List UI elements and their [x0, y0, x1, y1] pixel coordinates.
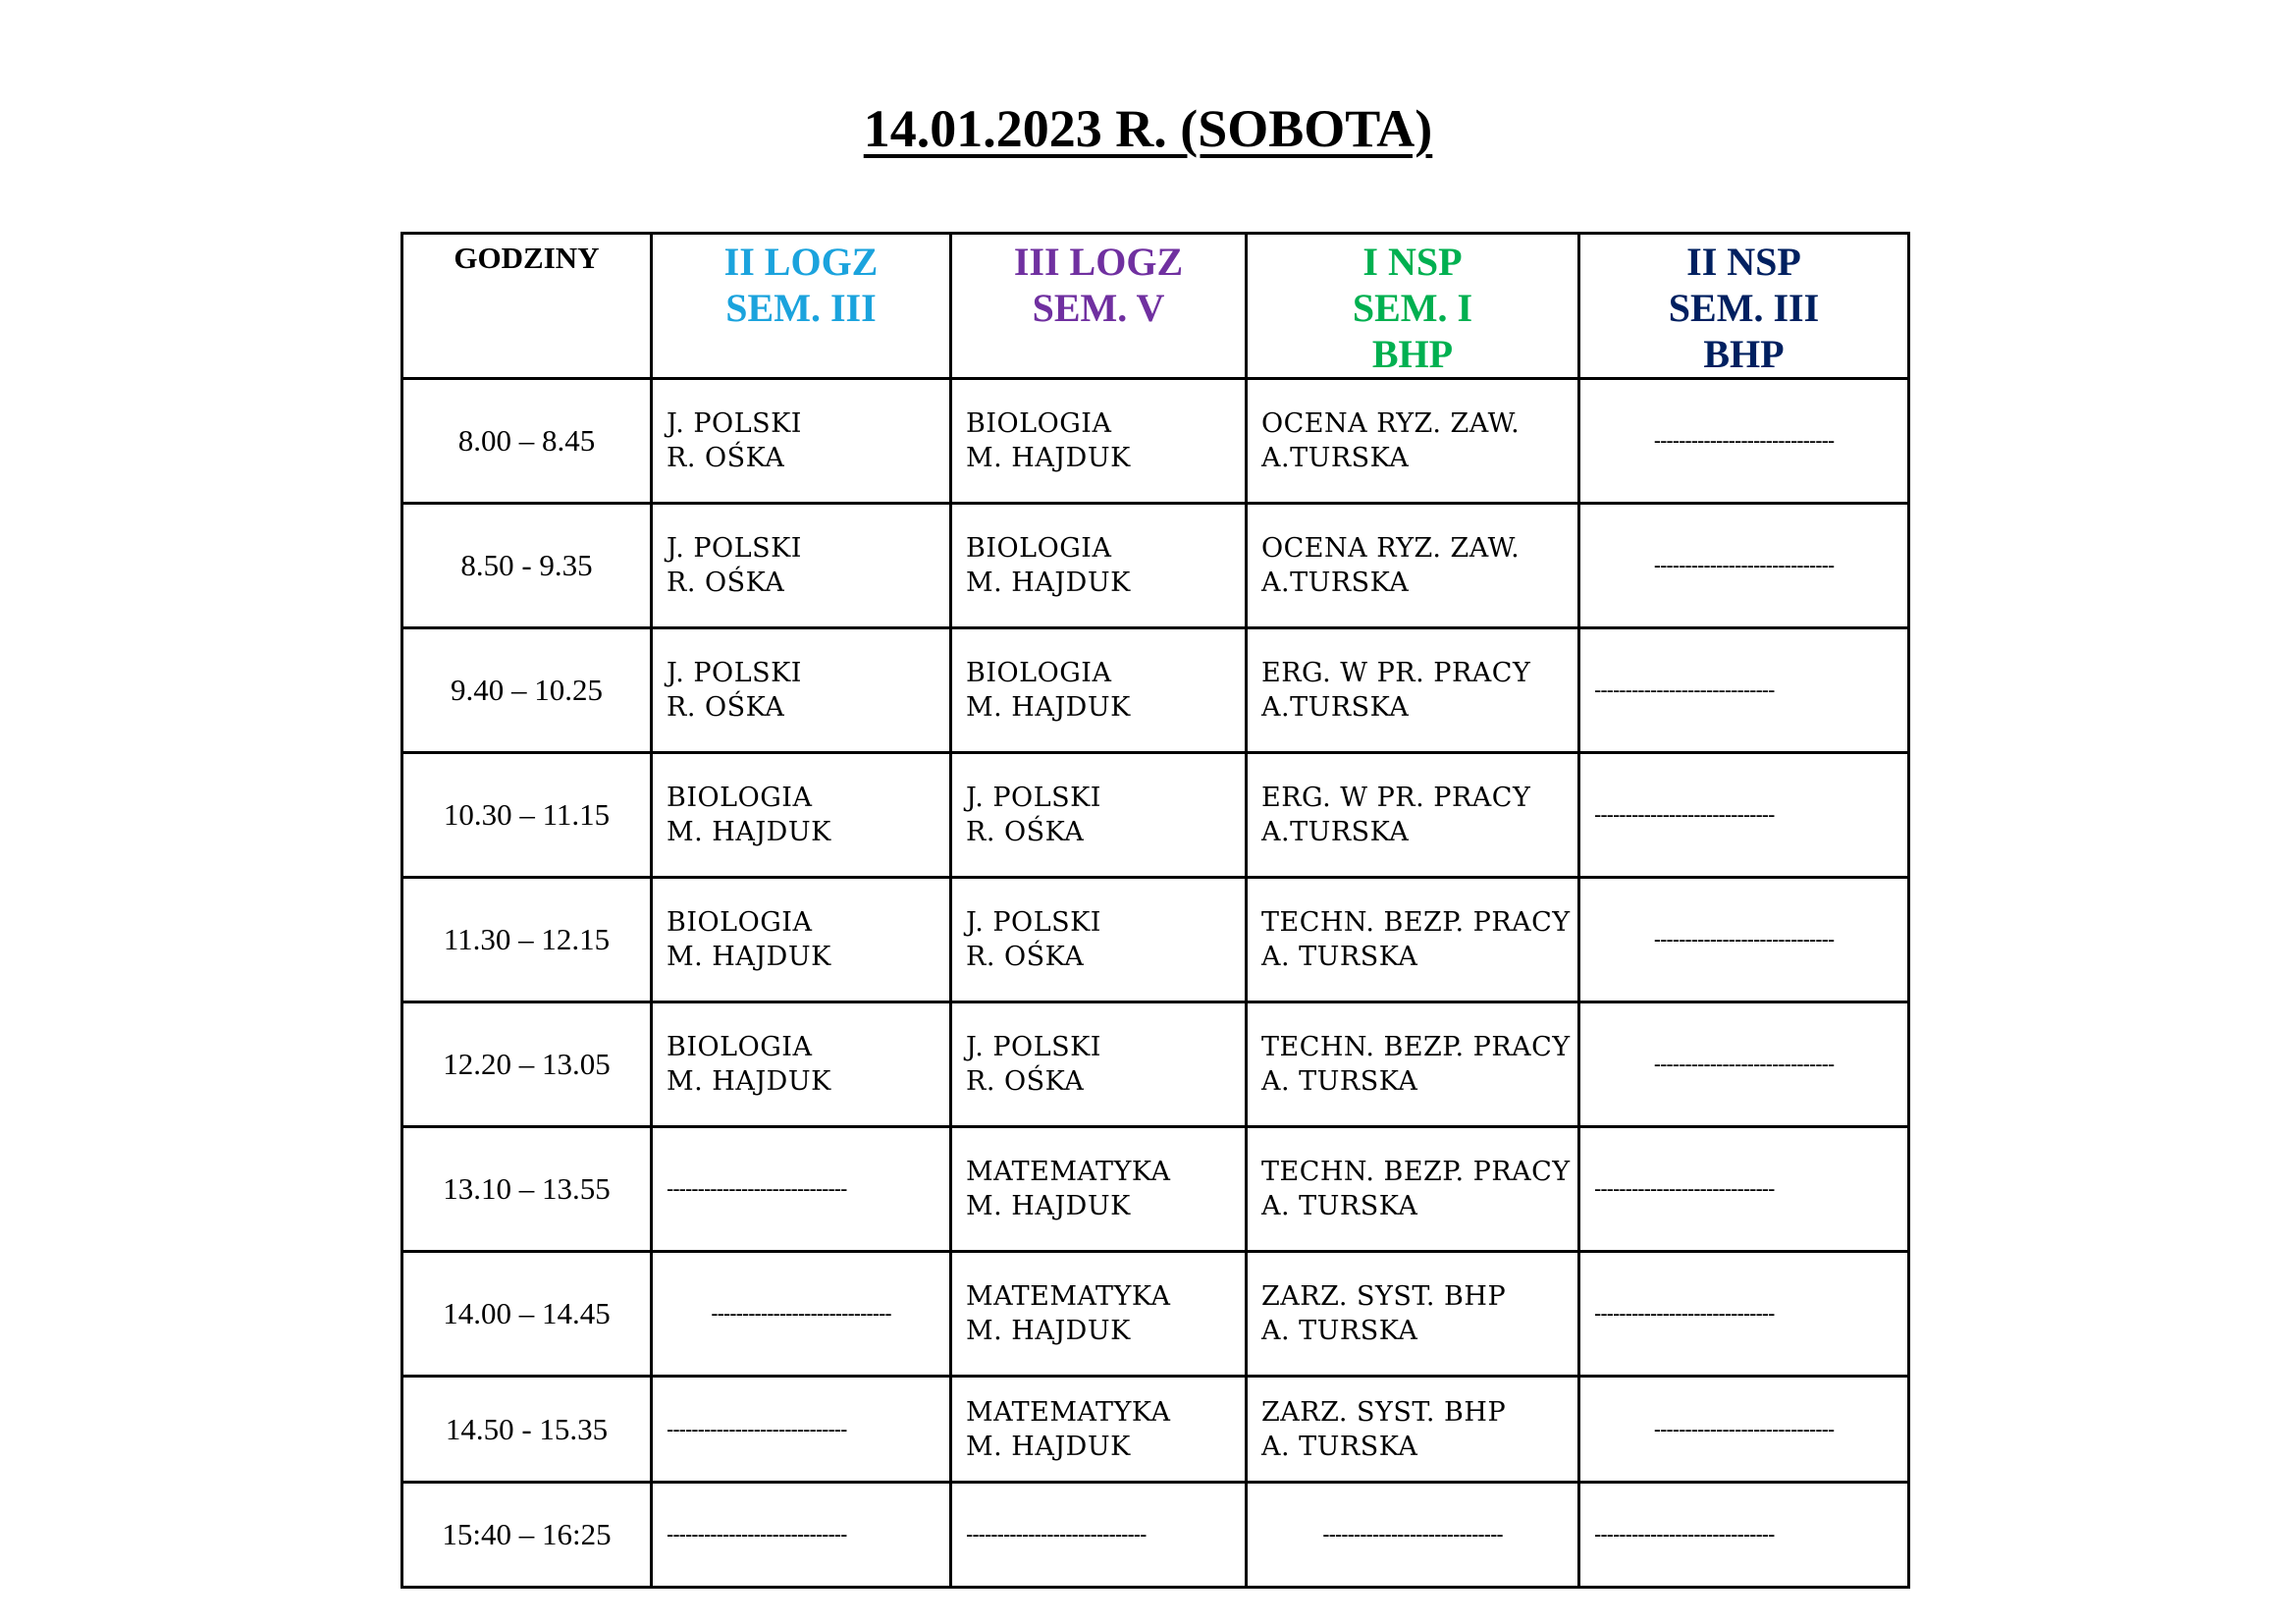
lesson-teacher: A.TURSKA	[1261, 568, 1410, 598]
lesson	[952, 656, 1245, 725]
empty-cell	[1579, 379, 1909, 504]
table-row	[402, 1252, 1909, 1377]
lesson-subject: OCENA RYZ. ZAW.	[1261, 533, 1521, 564]
empty-cell	[652, 1252, 951, 1377]
lesson	[1248, 531, 1577, 600]
lesson	[1248, 1155, 1577, 1223]
empty-marker: -----------------------------	[667, 1176, 847, 1201]
time-cell: 14.50 - 15.35	[402, 1377, 652, 1483]
time-cell: 14.00 – 14.45	[402, 1252, 652, 1377]
lesson-subject: ZARZ. SYST. BHP	[1261, 1281, 1507, 1312]
lesson-cell	[1247, 504, 1579, 628]
empty-cell	[1247, 1483, 1579, 1588]
lesson-teacher: A. TURSKA	[1261, 1431, 1418, 1462]
lesson-subject: TECHN. BEZP. PRACY	[1261, 907, 1571, 938]
lesson-cell	[1247, 878, 1579, 1002]
group-header-cell	[951, 234, 1247, 379]
time-cell: 13.10 – 13.55	[402, 1127, 652, 1252]
time-cell: 9.40 – 10.25	[402, 628, 652, 753]
table-row	[402, 753, 1909, 878]
lesson-cell	[951, 1002, 1247, 1127]
empty-cell	[1579, 504, 1909, 628]
lesson-cell	[951, 1377, 1247, 1483]
lesson-teacher: R. OŚKA	[667, 443, 785, 473]
empty-marker: -----------------------------	[1594, 677, 1775, 702]
table-row	[402, 1483, 1909, 1588]
empty-cell	[1579, 1483, 1909, 1588]
group-header	[952, 235, 1245, 331]
lesson	[1248, 1279, 1577, 1348]
table-row	[402, 878, 1909, 1002]
lesson	[653, 656, 949, 725]
group-header-line: BHP	[1703, 332, 1785, 376]
lesson-teacher: M. HAJDUK	[966, 443, 1131, 473]
lesson	[1248, 905, 1577, 974]
lesson-cell	[951, 878, 1247, 1002]
group-header-line: III LOGZ	[1013, 240, 1184, 284]
empty-marker: -----------------------------	[667, 1416, 847, 1441]
lesson-teacher: M. HAJDUK	[667, 817, 831, 847]
lesson-subject: BIOLOGIA	[966, 533, 1112, 564]
lesson	[1248, 1030, 1577, 1099]
lesson	[952, 1395, 1245, 1464]
group-header-line: BHP	[1371, 332, 1454, 376]
table-row	[402, 504, 1909, 628]
lesson-subject: TECHN. BEZP. PRACY	[1261, 1157, 1571, 1187]
empty-marker: -----------------------------	[1653, 428, 1835, 453]
empty-marker: -----------------------------	[1322, 1522, 1503, 1546]
lesson	[653, 781, 949, 849]
group-header-line: SEM. I	[1352, 286, 1473, 330]
time-cell: 15:40 – 16:25	[402, 1483, 652, 1588]
lesson-cell	[652, 1002, 951, 1127]
empty-marker: -----------------------------	[1594, 802, 1775, 827]
lesson-teacher: A. TURSKA	[1261, 942, 1418, 972]
table-row	[402, 1002, 1909, 1127]
lesson-subject: ERG. W PR. PRACY	[1261, 658, 1531, 688]
lesson	[952, 406, 1245, 475]
empty-cell	[652, 1127, 951, 1252]
lesson-cell	[1247, 1252, 1579, 1377]
lesson-subject: BIOLOGIA	[966, 408, 1112, 439]
lesson-subject: J. POLSKI	[966, 783, 1101, 813]
time-cell: 8.00 – 8.45	[402, 379, 652, 504]
lesson	[952, 1030, 1245, 1099]
lesson-teacher: A.TURSKA	[1261, 817, 1410, 847]
hours-header: GODZINY	[454, 241, 600, 275]
group-header-line: I NSP	[1362, 240, 1463, 284]
group-header	[1248, 235, 1577, 377]
lesson-cell	[1247, 1002, 1579, 1127]
lesson-cell	[1247, 753, 1579, 878]
lesson	[952, 1155, 1245, 1223]
lesson-cell	[951, 504, 1247, 628]
lesson-teacher: A. TURSKA	[1261, 1066, 1418, 1097]
empty-cell	[1579, 1127, 1909, 1252]
lesson	[653, 1030, 949, 1099]
lesson-teacher: M. HAJDUK	[966, 692, 1131, 723]
empty-cell	[1579, 628, 1909, 753]
lesson-cell	[652, 504, 951, 628]
lesson-teacher: R. OŚKA	[966, 817, 1085, 847]
lesson	[653, 406, 949, 475]
table-row	[402, 379, 1909, 504]
empty-cell	[652, 1483, 951, 1588]
lesson-cell	[951, 628, 1247, 753]
empty-marker: -----------------------------	[1594, 1522, 1775, 1546]
empty-marker: -----------------------------	[1653, 1416, 1835, 1441]
lesson	[1248, 406, 1577, 475]
group-header-cell	[1579, 234, 1909, 379]
lesson	[952, 781, 1245, 849]
lesson-subject: MATEMATYKA	[966, 1157, 1171, 1187]
lesson	[1248, 1395, 1577, 1464]
header-row	[402, 234, 1909, 379]
lesson-cell	[951, 753, 1247, 878]
lesson-subject: BIOLOGIA	[667, 907, 813, 938]
lesson-teacher: A.TURSKA	[1261, 443, 1410, 473]
lesson-teacher: R. OŚKA	[966, 942, 1085, 972]
lesson-teacher: A. TURSKA	[1261, 1316, 1418, 1346]
lesson-cell	[1247, 379, 1579, 504]
lesson	[952, 1279, 1245, 1348]
lesson-cell	[1247, 1377, 1579, 1483]
lesson-cell	[652, 628, 951, 753]
group-header	[1580, 235, 1907, 377]
empty-cell	[1579, 1252, 1909, 1377]
lesson-teacher: M. HAJDUK	[667, 942, 831, 972]
lesson-subject: MATEMATYKA	[966, 1281, 1171, 1312]
lesson-subject: BIOLOGIA	[667, 783, 813, 813]
empty-marker: -----------------------------	[1594, 1301, 1775, 1326]
lesson-teacher: M. HAJDUK	[966, 568, 1131, 598]
lesson-subject: J. POLSKI	[667, 408, 802, 439]
time-cell: 11.30 – 12.15	[402, 878, 652, 1002]
group-header-line: II NSP	[1686, 240, 1801, 284]
group-header-cell	[652, 234, 951, 379]
table-row	[402, 1377, 1909, 1483]
group-header-line: SEM. V	[1032, 286, 1165, 330]
lesson	[952, 905, 1245, 974]
lesson-teacher: R. OŚKA	[966, 1066, 1085, 1097]
table-row	[402, 628, 1909, 753]
lesson-subject: J. POLSKI	[667, 658, 802, 688]
lesson-subject: ZARZ. SYST. BHP	[1261, 1396, 1507, 1428]
time-cell: 12.20 – 13.05	[402, 1002, 652, 1127]
group-header-cell	[1247, 234, 1579, 379]
empty-cell	[1579, 753, 1909, 878]
lesson-teacher: A. TURSKA	[1261, 1191, 1418, 1221]
lesson-cell	[951, 1127, 1247, 1252]
empty-cell	[951, 1483, 1247, 1588]
lesson-subject: BIOLOGIA	[966, 658, 1112, 688]
lesson-teacher: R. OŚKA	[667, 692, 785, 723]
lesson-teacher: M. HAJDUK	[966, 1316, 1131, 1346]
lesson-subject: BIOLOGIA	[667, 1032, 813, 1062]
lesson	[1248, 781, 1577, 849]
lesson-subject: J. POLSKI	[966, 1032, 1101, 1062]
empty-marker: -----------------------------	[667, 1522, 847, 1546]
empty-marker: -----------------------------	[1594, 1176, 1775, 1201]
lesson	[653, 531, 949, 600]
empty-cell	[652, 1377, 951, 1483]
schedule-table	[400, 232, 1910, 1589]
empty-cell	[1579, 878, 1909, 1002]
empty-marker: -----------------------------	[711, 1301, 891, 1326]
lesson-subject: TECHN. BEZP. PRACY	[1261, 1032, 1571, 1062]
lesson-cell	[652, 379, 951, 504]
hours-header-cell	[402, 234, 652, 379]
lesson-cell	[1247, 1127, 1579, 1252]
lesson-cell	[951, 1252, 1247, 1377]
empty-marker: -----------------------------	[1653, 553, 1835, 577]
empty-cell	[1579, 1002, 1909, 1127]
time-cell: 8.50 - 9.35	[402, 504, 652, 628]
lesson-teacher: A.TURSKA	[1261, 692, 1410, 723]
lesson-cell	[951, 379, 1247, 504]
lesson-teacher: M. HAJDUK	[667, 1066, 831, 1097]
lesson-subject: MATEMATYKA	[966, 1396, 1171, 1428]
lesson	[653, 905, 949, 974]
lesson	[952, 531, 1245, 600]
lesson-teacher: R. OŚKA	[667, 568, 785, 598]
table-row	[402, 1127, 1909, 1252]
lesson-subject: ERG. W PR. PRACY	[1261, 783, 1531, 813]
lesson	[1248, 656, 1577, 725]
empty-marker: -----------------------------	[1653, 927, 1835, 951]
group-header-line: II LOGZ	[723, 240, 879, 284]
lesson-teacher: M. HAJDUK	[966, 1191, 1131, 1221]
empty-marker: -----------------------------	[966, 1522, 1147, 1546]
empty-cell	[1579, 1377, 1909, 1483]
page-title: 14.01.2023 R. (SOBOTA)	[863, 99, 1433, 158]
lesson-subject: J. POLSKI	[966, 907, 1101, 938]
lesson-cell	[1247, 628, 1579, 753]
lesson-cell	[652, 878, 951, 1002]
lesson-cell	[652, 753, 951, 878]
lesson-teacher: M. HAJDUK	[966, 1431, 1131, 1462]
group-header-line: SEM. III	[1668, 286, 1820, 330]
lesson-subject: OCENA RYZ. ZAW.	[1261, 408, 1521, 439]
time-cell: 10.30 – 11.15	[402, 753, 652, 878]
group-header	[653, 235, 949, 331]
lesson-subject: J. POLSKI	[667, 533, 802, 564]
group-header-line: SEM. III	[725, 286, 877, 330]
empty-marker: -----------------------------	[1653, 1052, 1835, 1076]
